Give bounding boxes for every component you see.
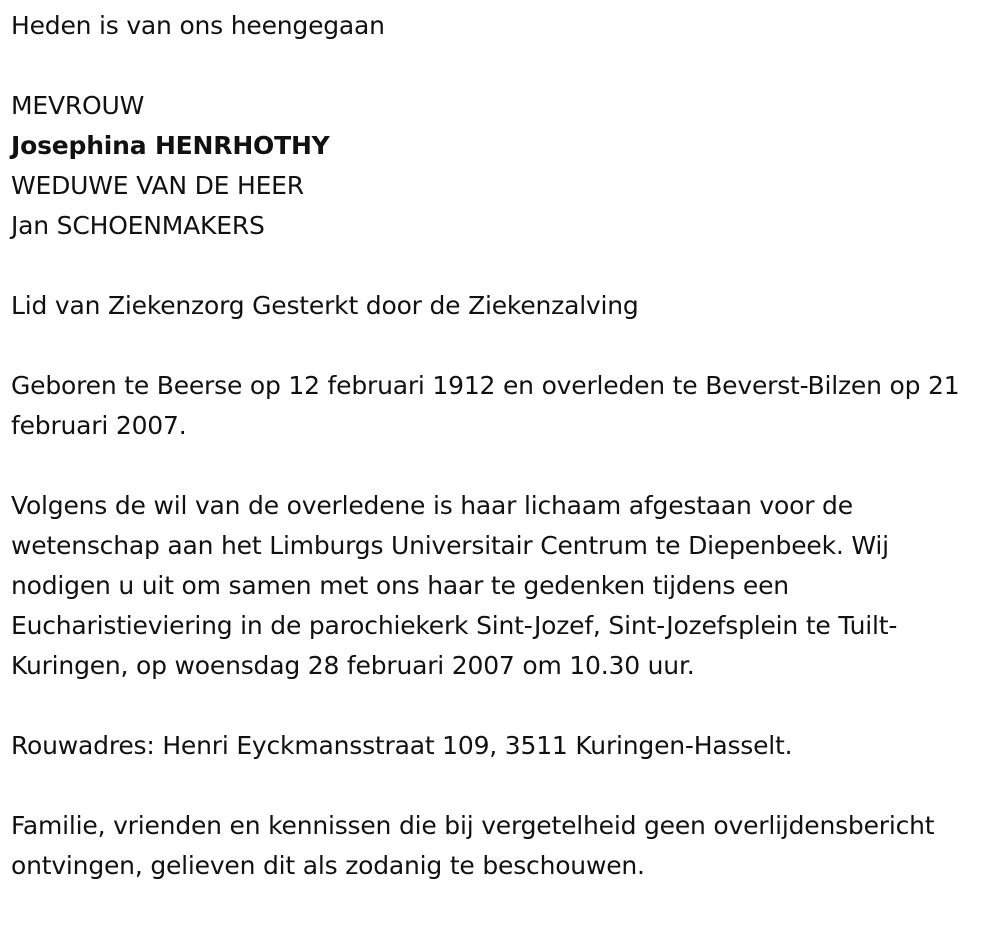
spacer [11,686,986,726]
spacer [11,446,986,486]
widow-of-line: WEDUWE VAN DE HEER [11,171,304,200]
spacer [11,246,986,286]
spacer [11,46,986,86]
address-line: Rouwadres: Henri Eyckmansstraat 109, 3511 Kuringen-Hasselt. [11,731,793,760]
obituary-notice [11,6,986,886]
intro-line: Heden is van ons heengegaan [11,11,385,40]
membership-line: Lid van Ziekenzorg Gesterkt door de Ziekenzalving [11,291,639,320]
ceremony-paragraph: Volgens de wil van de overledene is haar lichaam afgestaan voor de wetenschap aan het Limburgs Universitair Centrum te Diepenbeek. Wij nodigen u uit om samen met ons haar te gedenken tijdens een Eucharistieviering in de parochiekerk Sint-Jozef, Sint-Jozefsplein te Tuilt-Kuringen, op woensdag 28 februari 2007 om 10.30 uur. [11,491,898,680]
closing-paragraph: Familie, vrienden en kennissen die bij vergetelheid geen overlijdensbericht ontvingen, gelieven dit als zodanig te beschouwen. [11,811,935,880]
deceased-name: Josephina HENRHOTHY [11,131,330,160]
birth-death-paragraph: Geboren te Beerse op 12 februari 1912 en overleden te Beverst-Bilzen op 21 februari 2007. [11,371,960,440]
spacer [11,766,986,806]
honorific-title: MEVROUW [11,91,145,120]
spouse-name: Jan SCHOENMAKERS [11,211,265,240]
spacer [11,326,986,366]
